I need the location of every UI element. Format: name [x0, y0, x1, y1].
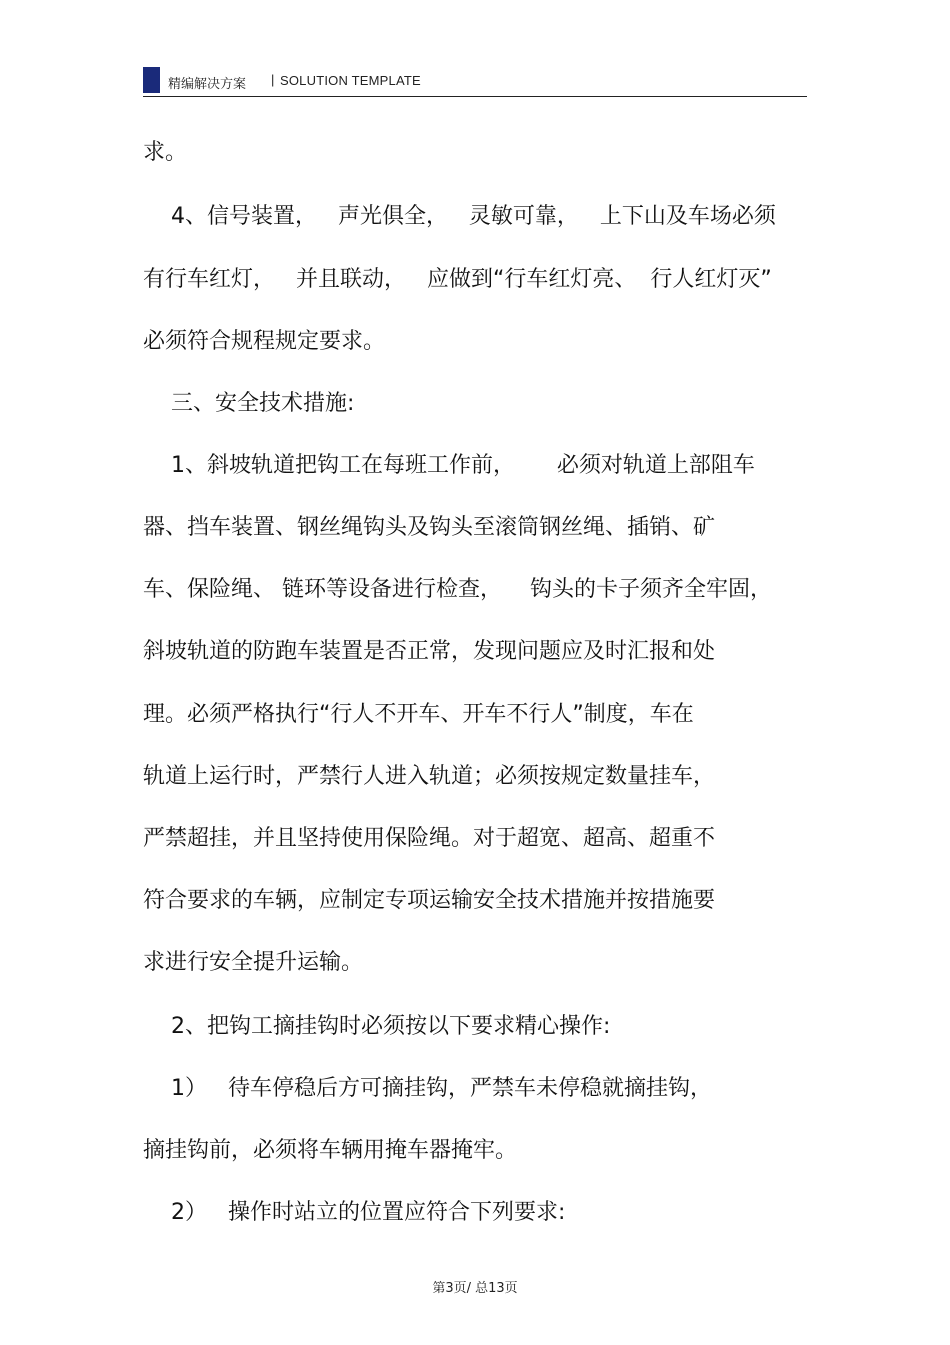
body-line: 求。 — [143, 140, 188, 165]
body-line: 4、信号装置， 声光俱全， 灵敏可靠， 上下山及车场必须 — [143, 204, 776, 229]
body-line: 符合要求的车辆，应制定专项运输安全技术措施并按措施要 — [143, 888, 716, 913]
logo-icon — [143, 67, 160, 93]
body-line: 2、把钩工摘挂钩时必须按以下要求精心操作: — [143, 1014, 611, 1039]
body-line: 2） 操作时站立的位置应符合下列要求: — [143, 1200, 566, 1225]
body-line: 车、保险绳、 链环等设备进行检查， 钩头的卡子须齐全牢固， — [143, 577, 772, 602]
header-subtitle: SOLUTION TEMPLATE — [280, 73, 421, 88]
body-line: 1、斜坡轨道把钩工在每班工作前， 必须对轨道上部阻车 — [143, 453, 755, 478]
page-number: 第3页/ 总13页 — [432, 1281, 518, 1296]
body-line: 必须符合规程规定要求。 — [143, 329, 386, 354]
body-line: 三、安全技术措施: — [143, 391, 355, 416]
body-line: 摘挂钩前，必须将车辆用掩车器掩牢。 — [143, 1138, 518, 1163]
page-header — [143, 66, 807, 97]
header-separator: | — [271, 72, 275, 87]
body-line: 器、挡车装置、钢丝绳钩头及钩头至滚筒钢丝绳、插销、矿 — [143, 515, 716, 540]
body-line: 严禁超挂，并且坚持使用保险绳。对于超宽、超高、超重不 — [143, 826, 716, 851]
body-line: 斜坡轨道的防跑车装置是否正常，发现问题应及时汇报和处 — [143, 639, 716, 664]
body-line: 有行车红灯， 并且联动， 应做到“行车红灯亮、 行人红灯灭” — [143, 267, 772, 292]
header-brand: 精编解决方案 — [168, 77, 247, 92]
body-line: 理。必须严格执行“行人不开车、开车不行人”制度，车在 — [143, 702, 694, 727]
body-line: 轨道上运行时，严禁行人进入轨道；必须按规定数量挂车， — [143, 764, 716, 789]
body-line: 1） 待车停稳后方可摘挂钩，严禁车未停稳就摘挂钩， — [143, 1076, 712, 1101]
body-line: 求进行安全提升运输。 — [143, 950, 364, 975]
